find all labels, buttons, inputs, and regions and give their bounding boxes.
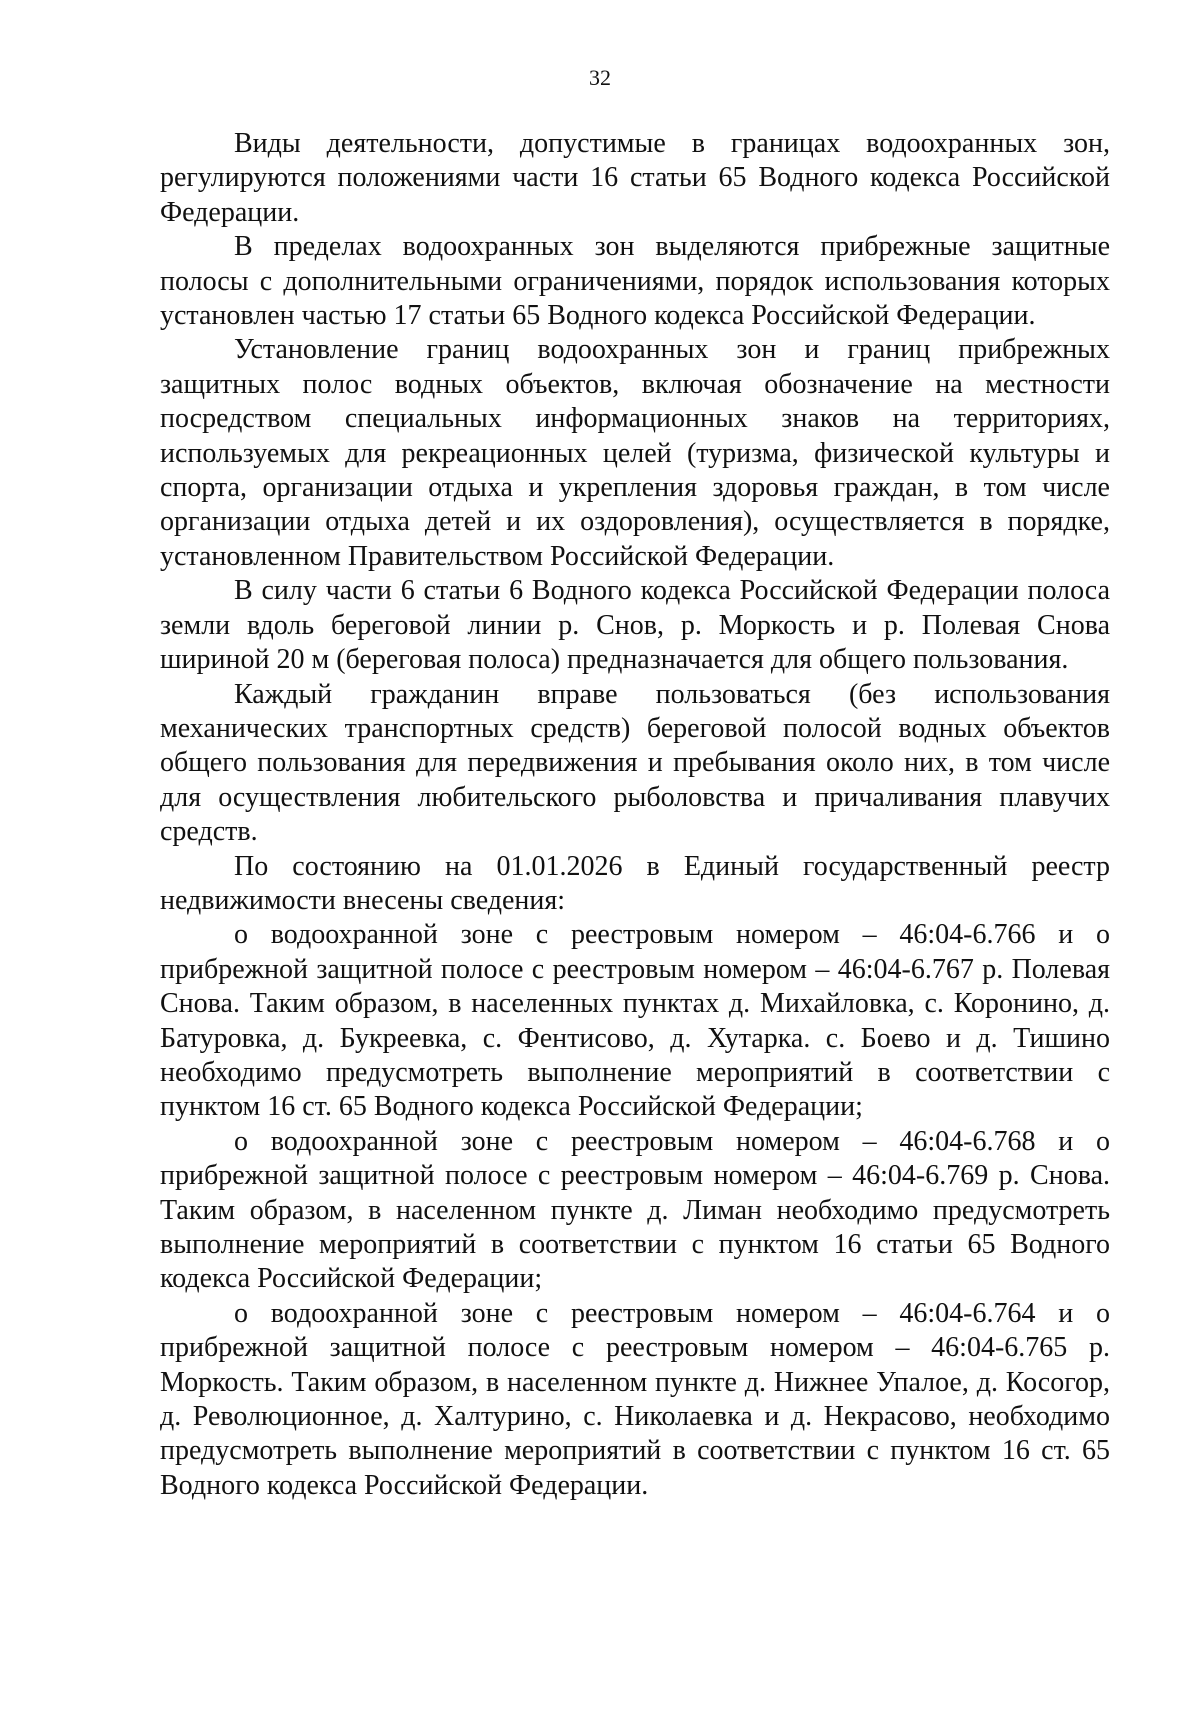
paragraph-registry-polevaya-snova: о водоохранной зоне с реестровым номером – 46:04-6.766 и о прибрежной защитной полосе с реестровым номером – 46:04-6.767 р. Полевая Снова. Таким образом, в населенных пунктах д. Михайловка, с. Коронино, д. Батуровка, д. Букреевка, с. Фентисово, д. Хутарка. с. Боево и д. Тишино необходимо предусмотреть выполнение мероприятий в соответствии с пунктом 16 ст. 65 Водного кодекса Российской Федерации;	[160, 919, 1110, 1123]
paragraph-shoreline-strip: В силу части 6 статьи 6 Водного кодекса Российской Федерации полоса земли вдоль береговой линии р. Снов, р. Моркость и р. Полевая Снова шириной 20 м (береговая полоса) предназначается для общего пользования.	[160, 575, 1110, 676]
page-number: 32	[589, 65, 611, 90]
paragraph-citizen-rights: Каждый гражданин вправе пользоваться (без использования механических транспортных средств) береговой полосой водных объектов общего пользования для передвижения и пребывания около них, в том числе для осуществления любительского рыболовства и причаливания плавучих средств.	[160, 678, 1110, 848]
paragraph-registry-snova: о водоохранной зоне с реестровым номером – 46:04-6.768 и о прибрежной защитной полосе с реестровым номером – 46:04-6.769 р. Снова. Таким образом, в населенном пункте д. Лиман необходимо предусмотреть выполнение мероприятий в соответствии с пунктом 16 статьи 65 Водного кодекса Российской Федерации;	[160, 1125, 1110, 1295]
paragraph-boundary-establishment: Установление границ водоохранных зон и границ прибрежных защитных полос водных объектов, включая обозначение на местности посредством специальных информационных знаков на территориях, используемых для рекреационных целей (туризма, физической культуры и спорта, организации отдыха и укрепления здоровья граждан, в том числе организации отдыха детей и их оздоровления), осуществляется в порядке, установленном Правительством Российской Федерации.	[160, 334, 1110, 572]
paragraph-registry-morkost: о водоохранной зоне с реестровым номером – 46:04-6.764 и о прибрежной защитной полосе с реестровым номером – 46:04-6.765 р. Моркость. Таким образом, в населенном пункте д. Нижнее Упалое, д. Косогор, д. Революционное, д. Халтурино, с. Николаевка и д. Некрасово, необходимо предусмотреть выполнение мероприятий в соответствии с пунктом 16 ст. 65 Водного кодекса Российской Федерации.	[160, 1297, 1110, 1501]
paragraph-registry-intro: По состоянию на 01.01.2026 в Единый государственный реестр недвижимости внесены сведения:	[160, 850, 1110, 916]
paragraph-protective-strips: В пределах водоохранных зон выделяются прибрежные защитные полосы с дополнительными ограничениями, порядок использования которых установлен частью 17 статьи 65 Водного кодекса Российской Федерации.	[160, 231, 1110, 332]
document-body	[160, 127, 1110, 1503]
paragraph-water-zone-activities: Виды деятельности, допустимые в границах водоохранных зон, регулируются положениями части 16 статьи 65 Водного кодекса Российской Федерации.	[160, 128, 1110, 228]
